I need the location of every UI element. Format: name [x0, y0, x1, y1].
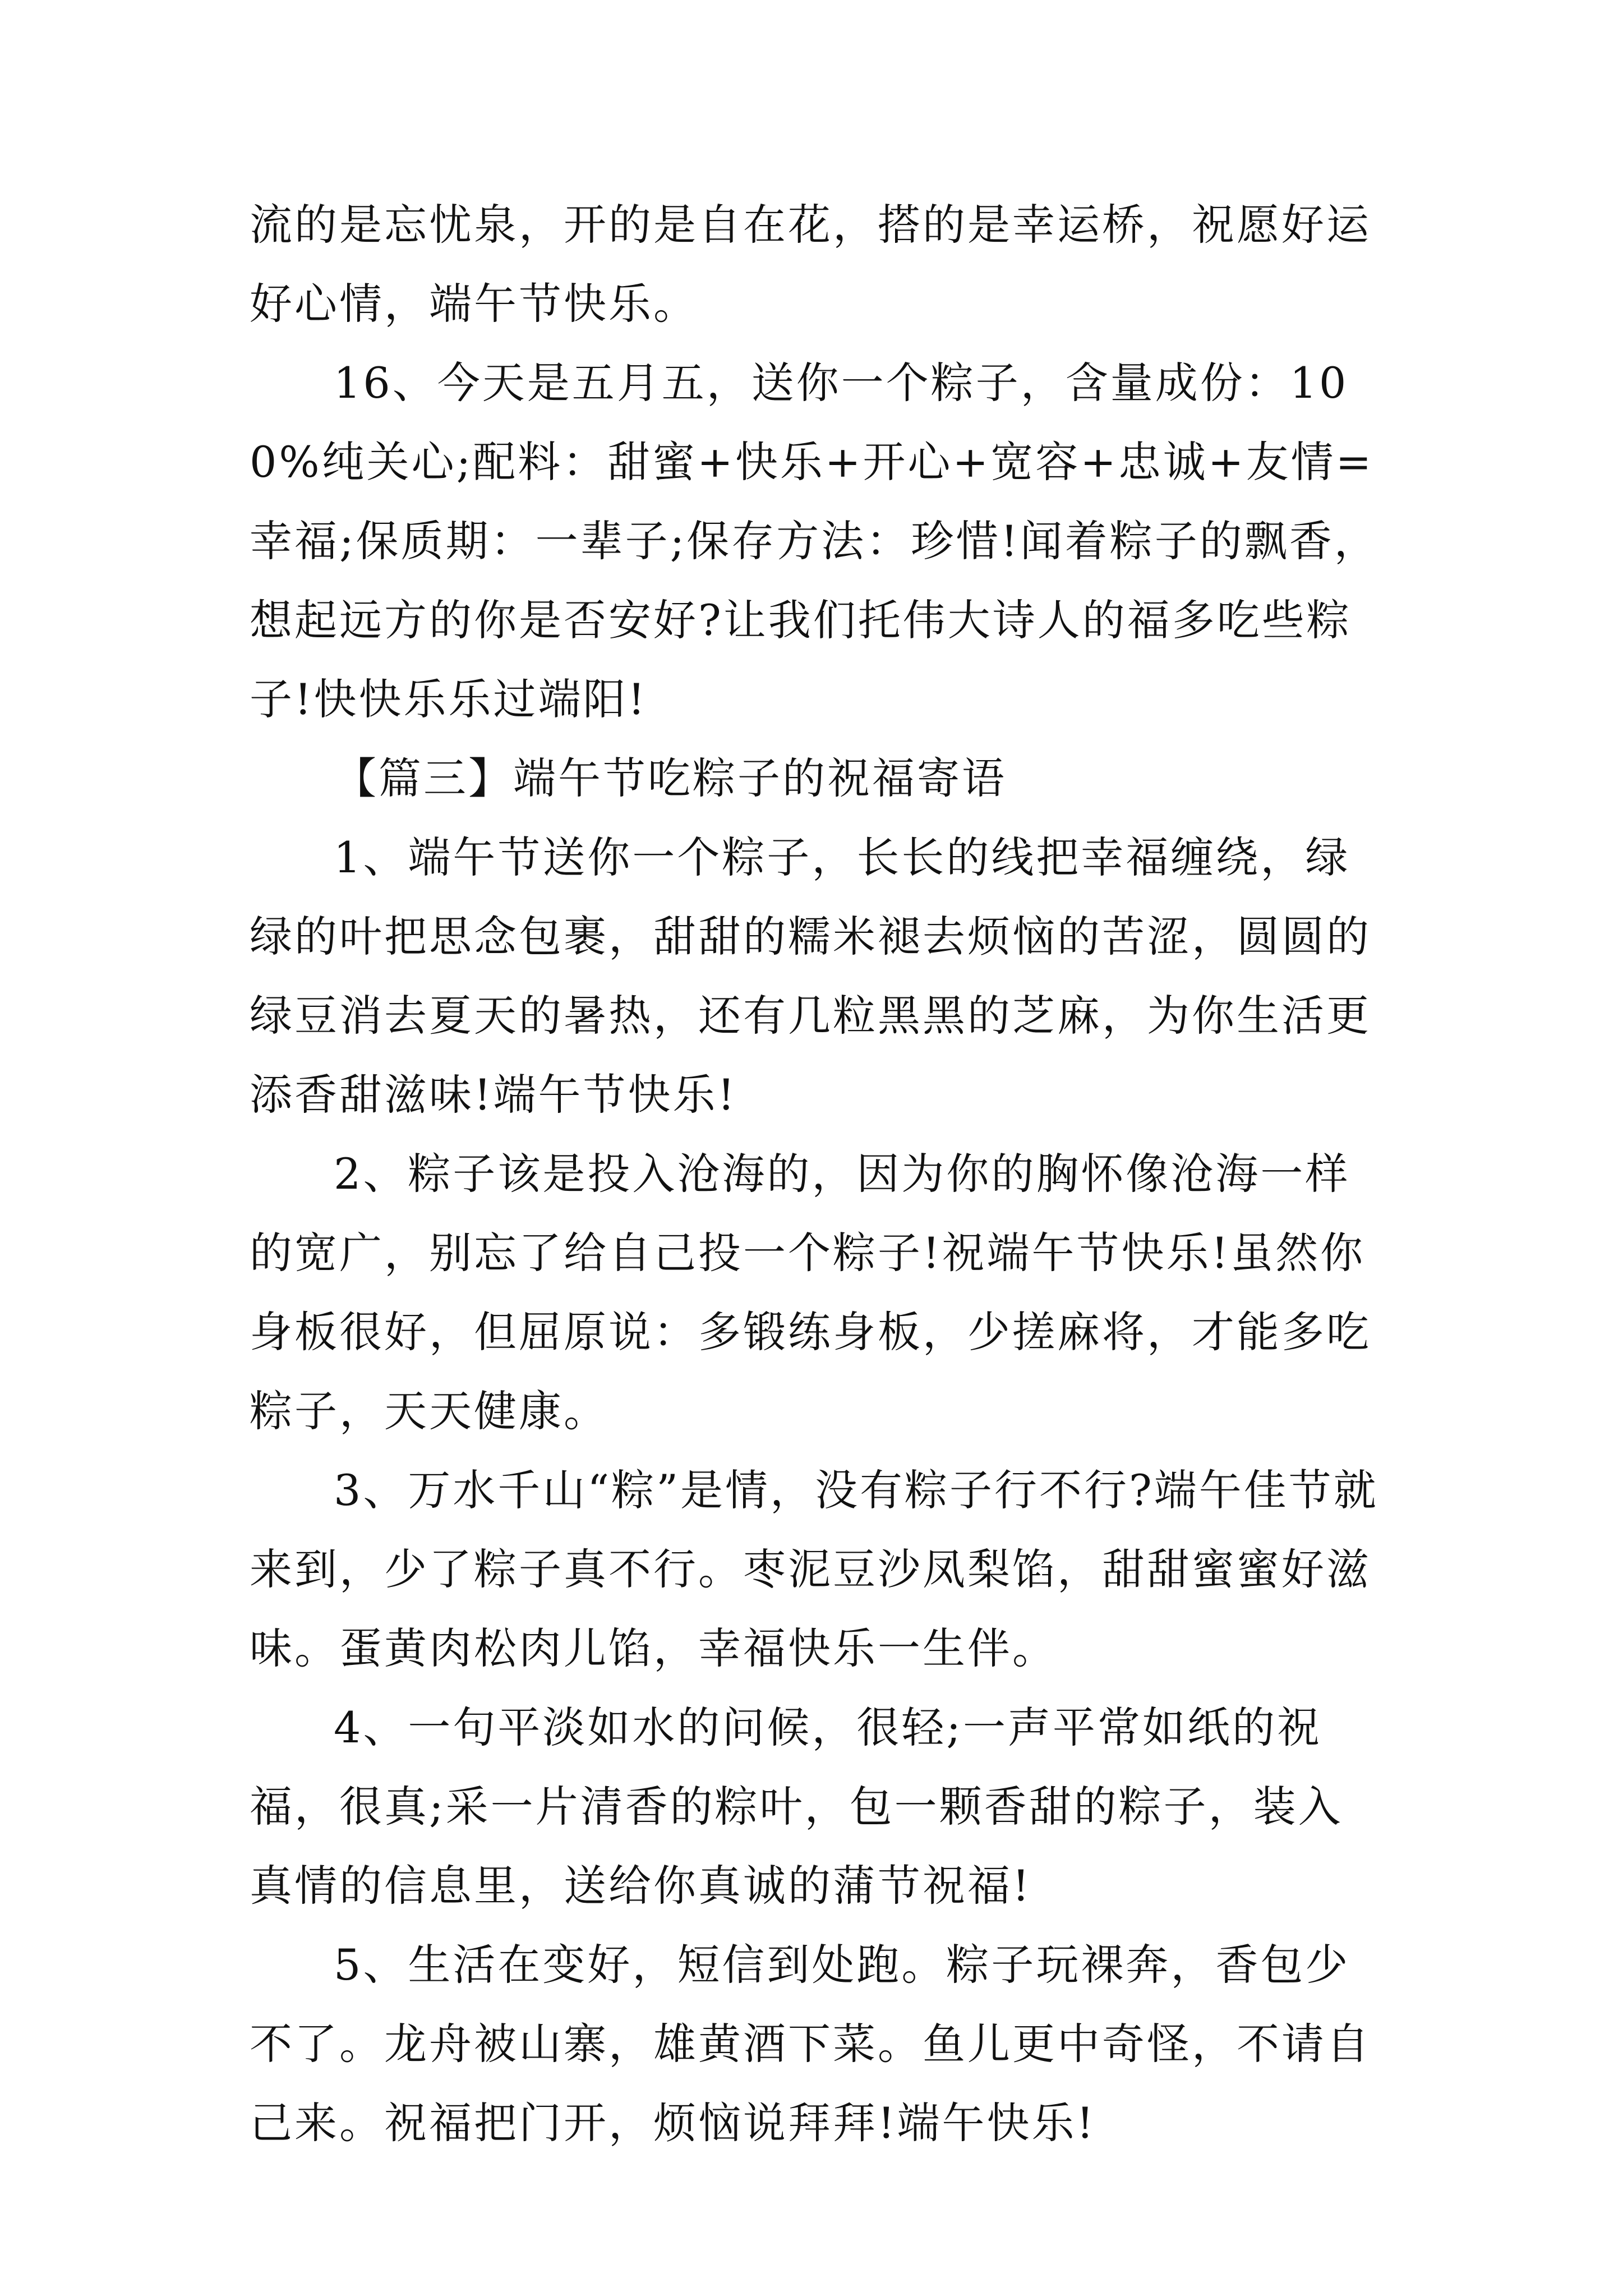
- paragraph-item-16: 16、今天是五月五，送你一个粽子，含量成份：100%纯关心;配料：甜蜜+快乐+开心+宽容+忠诚+友情=幸福;保质期：一辈子;保存方法：珍惜!闻着粽子的飘香，想起远方的你是否安好?让我们托伟大诗人的福多吃些粽子!快快乐乐过端阳!: [250, 358, 1379, 724]
- paragraph-item-4: 4、一句平淡如水的问候，很轻;一声平常如纸的祝福，很真;采一片清香的粽叶，包一颗香甜的粽子，装入真情的信息里，送给你真诚的蒲节祝福!: [250, 1703, 1343, 1911]
- document-body: [250, 185, 1382, 2162]
- paragraph-item-1: 1、端午节送你一个粽子，长长的线把幸福缠绕，绿绿的叶把思念包裹，甜甜的糯米褪去烦恼的苦涩，圆圆的绿豆消去夏天的暑热，还有几粒黑黑的芝麻，为你生活更添香甜滋味!端午节快乐!: [250, 832, 1371, 1120]
- paragraph-item-3: 3、万水千山“粽”是情，没有粽子行不行?端午佳节就来到，少了粽子真不行。枣泥豆沙凤梨馅，甜甜蜜蜜好滋味。蛋黄肉松肉儿馅，幸福快乐一生伴。: [250, 1465, 1378, 1673]
- paragraph-item-5: 5、生活在变好，短信到处跑。粽子玩裸奔，香包少不了。龙舟被山寨，雄黄酒下菜。鱼儿更中奇怪，不请自己来。祝福把门开，烦恼说拜拜!端午快乐!: [250, 1940, 1371, 2148]
- paragraph-continuation: 流的是忘忧泉，开的是自在花，搭的是幸运桥，祝愿好运好心情，端午节快乐。: [250, 200, 1371, 329]
- paragraph-item-2: 2、粽子该是投入沧海的，因为你的胸怀像沧海一样的宽广，别忘了给自己投一个粽子!祝端午节快乐!虽然你身板很好，但屈原说：多锻练身板，少搓麻将，才能多吃粽子，天天健康。: [250, 1149, 1371, 1436]
- section-heading: 【篇三】端午节吃粽子的祝福寄语: [334, 753, 1007, 803]
